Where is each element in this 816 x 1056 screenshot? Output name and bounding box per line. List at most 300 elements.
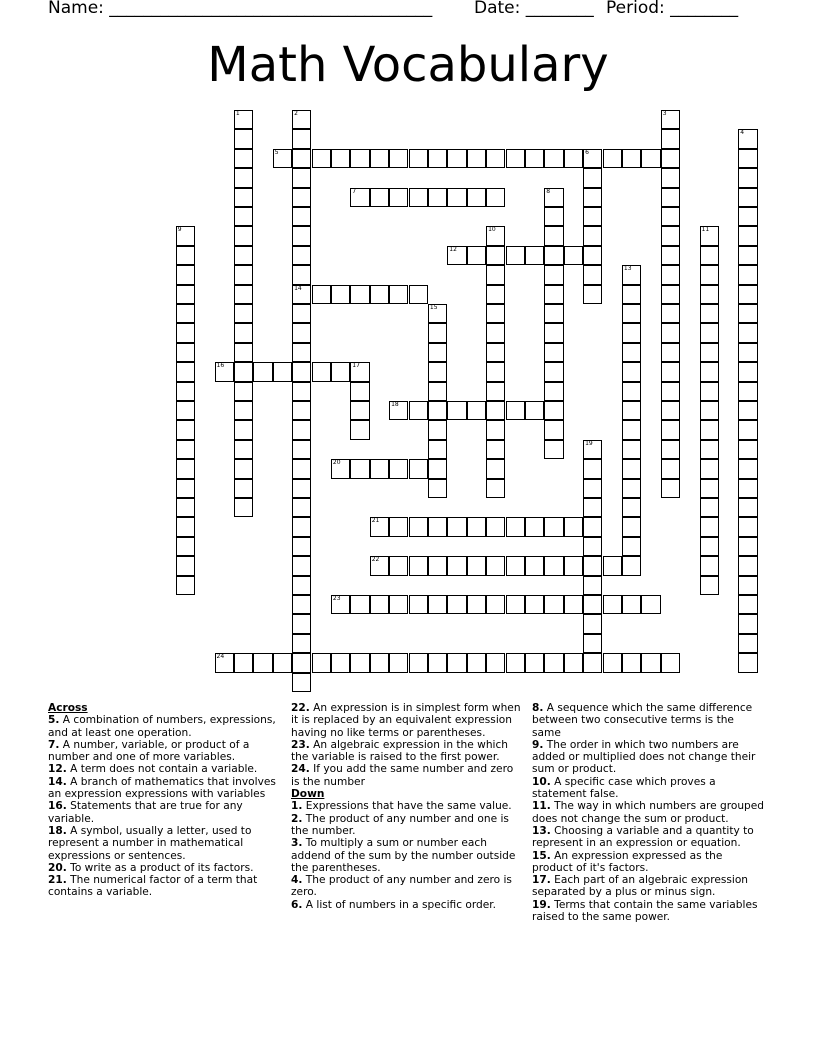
grid-cell[interactable] [409,285,428,304]
grid-cell[interactable] [292,188,311,207]
grid-cell[interactable] [176,343,195,362]
grid-cell[interactable] [486,653,505,672]
grid-cell[interactable] [583,168,602,187]
grid-cell[interactable] [738,265,757,284]
grid-cell[interactable] [234,226,253,245]
grid-cell[interactable] [234,246,253,265]
grid-cell[interactable] [661,304,680,323]
grid-cell[interactable] [544,226,563,245]
grid-cell[interactable] [738,207,757,226]
grid-cell[interactable] [486,382,505,401]
grid-cell[interactable] [428,440,447,459]
grid-cell[interactable] [215,653,234,672]
grid-cell[interactable] [506,595,525,614]
grid-cell[interactable] [350,459,369,478]
grid-cell[interactable] [428,188,447,207]
grid-cell[interactable] [447,595,466,614]
grid-cell[interactable] [622,304,641,323]
grid-cell[interactable] [447,149,466,168]
grid-cell[interactable] [447,188,466,207]
grid-cell[interactable] [583,517,602,536]
grid-cell[interactable] [661,207,680,226]
grid-cell[interactable] [525,149,544,168]
grid-cell[interactable] [234,168,253,187]
grid-cell[interactable] [583,285,602,304]
grid-cell[interactable] [428,362,447,381]
grid-cell[interactable] [389,556,408,575]
grid-cell[interactable] [738,401,757,420]
grid-cell[interactable] [428,556,447,575]
grid-cell[interactable] [292,479,311,498]
grid-cell[interactable] [738,304,757,323]
grid-cell[interactable] [331,149,350,168]
grid-cell[interactable] [738,285,757,304]
grid-cell[interactable] [486,556,505,575]
grid-cell[interactable] [583,537,602,556]
grid-cell[interactable] [506,653,525,672]
grid-cell[interactable] [700,265,719,284]
grid-cell[interactable] [738,459,757,478]
grid-cell[interactable] [447,401,466,420]
grid-cell[interactable] [738,246,757,265]
grid-cell[interactable] [370,188,389,207]
grid-cell[interactable] [738,595,757,614]
grid-cell[interactable] [661,246,680,265]
grid-cell[interactable] [700,517,719,536]
grid-cell[interactable] [583,226,602,245]
grid-cell[interactable] [544,304,563,323]
grid-cell[interactable] [622,420,641,439]
grid-cell[interactable] [312,362,331,381]
grid-cell[interactable] [176,382,195,401]
grid-cell[interactable] [253,362,272,381]
grid-cell[interactable] [292,440,311,459]
grid-cell[interactable] [467,246,486,265]
grid-cell[interactable] [738,168,757,187]
grid-cell[interactable] [292,323,311,342]
grid-cell[interactable] [506,517,525,536]
grid-cell[interactable] [661,188,680,207]
grid-cell[interactable] [583,207,602,226]
grid-cell[interactable] [389,653,408,672]
grid-cell[interactable] [486,304,505,323]
grid-cell[interactable] [292,653,311,672]
grid-cell[interactable] [622,149,641,168]
grid-cell[interactable] [370,285,389,304]
grid-cell[interactable] [292,304,311,323]
grid-cell[interactable] [292,207,311,226]
grid-cell[interactable] [564,595,583,614]
grid-cell[interactable] [525,653,544,672]
grid-cell[interactable] [622,401,641,420]
grid-cell[interactable] [622,459,641,478]
grid-cell[interactable] [215,362,234,381]
grid-cell[interactable] [176,265,195,284]
grid-cell[interactable] [544,362,563,381]
grid-cell[interactable] [700,537,719,556]
grid-cell[interactable] [544,149,563,168]
grid-cell[interactable] [700,362,719,381]
grid-cell[interactable] [350,362,369,381]
grid-cell[interactable] [253,653,272,672]
grid-cell[interactable] [486,285,505,304]
grid-cell[interactable] [428,149,447,168]
grid-cell[interactable] [700,343,719,362]
grid-cell[interactable] [234,110,253,129]
grid-cell[interactable] [176,226,195,245]
grid-cell[interactable] [370,653,389,672]
grid-cell[interactable] [700,246,719,265]
grid-cell[interactable] [486,362,505,381]
grid-cell[interactable] [583,498,602,517]
grid-cell[interactable] [583,634,602,653]
grid-cell[interactable] [641,595,660,614]
grid-cell[interactable] [583,459,602,478]
grid-cell[interactable] [292,382,311,401]
grid-cell[interactable] [467,517,486,536]
grid-cell[interactable] [370,459,389,478]
grid-cell[interactable] [292,556,311,575]
grid-cell[interactable] [661,265,680,284]
grid-cell[interactable] [234,653,253,672]
grid-cell[interactable] [583,149,602,168]
grid-cell[interactable] [428,382,447,401]
grid-cell[interactable] [234,207,253,226]
grid-cell[interactable] [292,343,311,362]
grid-cell[interactable] [292,129,311,148]
grid-cell[interactable] [661,168,680,187]
grid-cell[interactable] [661,440,680,459]
grid-cell[interactable] [176,285,195,304]
grid-cell[interactable] [389,149,408,168]
grid-cell[interactable] [467,595,486,614]
name-field[interactable]: Name: ______________________________________ [48,0,433,18]
grid-cell[interactable] [738,440,757,459]
grid-cell[interactable] [564,246,583,265]
grid-cell[interactable] [234,304,253,323]
grid-cell[interactable] [428,459,447,478]
grid-cell[interactable] [700,226,719,245]
grid-cell[interactable] [525,246,544,265]
grid-cell[interactable] [312,653,331,672]
grid-cell[interactable] [486,459,505,478]
grid-cell[interactable] [661,653,680,672]
grid-cell[interactable] [234,323,253,342]
grid-cell[interactable] [661,420,680,439]
grid-cell[interactable] [738,420,757,439]
grid-cell[interactable] [176,420,195,439]
grid-cell[interactable] [234,440,253,459]
grid-cell[interactable] [467,556,486,575]
grid-cell[interactable] [603,556,622,575]
grid-cell[interactable] [700,285,719,304]
grid-cell[interactable] [700,459,719,478]
grid-cell[interactable] [486,323,505,342]
grid-cell[interactable] [389,285,408,304]
grid-cell[interactable] [428,343,447,362]
grid-cell[interactable] [292,420,311,439]
grid-cell[interactable] [292,673,311,692]
grid-cell[interactable] [350,188,369,207]
grid-cell[interactable] [234,285,253,304]
grid-cell[interactable] [622,382,641,401]
grid-cell[interactable] [738,479,757,498]
grid-cell[interactable] [564,517,583,536]
grid-cell[interactable] [389,595,408,614]
grid-cell[interactable] [486,401,505,420]
grid-cell[interactable] [661,323,680,342]
grid-cell[interactable] [622,362,641,381]
grid-cell[interactable] [661,343,680,362]
grid-cell[interactable] [428,653,447,672]
grid-cell[interactable] [583,653,602,672]
grid-cell[interactable] [176,556,195,575]
grid-cell[interactable] [544,595,563,614]
grid-cell[interactable] [564,653,583,672]
grid-cell[interactable] [409,149,428,168]
grid-cell[interactable] [661,362,680,381]
grid-cell[interactable] [700,440,719,459]
grid-cell[interactable] [350,595,369,614]
grid-cell[interactable] [738,517,757,536]
grid-cell[interactable] [583,614,602,633]
grid-cell[interactable] [273,653,292,672]
grid-cell[interactable] [292,634,311,653]
grid-cell[interactable] [428,304,447,323]
grid-cell[interactable] [583,265,602,284]
grid-cell[interactable] [350,420,369,439]
grid-cell[interactable] [622,479,641,498]
grid-cell[interactable] [583,576,602,595]
grid-cell[interactable] [350,653,369,672]
grid-cell[interactable] [331,595,350,614]
grid-cell[interactable] [331,362,350,381]
grid-cell[interactable] [292,517,311,536]
grid-cell[interactable] [176,498,195,517]
grid-cell[interactable] [506,149,525,168]
grid-cell[interactable] [544,653,563,672]
grid-cell[interactable] [622,440,641,459]
grid-cell[interactable] [641,653,660,672]
grid-cell[interactable] [738,614,757,633]
grid-cell[interactable] [428,595,447,614]
grid-cell[interactable] [544,556,563,575]
grid-cell[interactable] [622,343,641,362]
grid-cell[interactable] [738,537,757,556]
grid-cell[interactable] [331,653,350,672]
grid-cell[interactable] [486,265,505,284]
grid-cell[interactable] [661,459,680,478]
grid-cell[interactable] [273,149,292,168]
grid-cell[interactable] [428,479,447,498]
grid-cell[interactable] [234,362,253,381]
grid-cell[interactable] [292,265,311,284]
grid-cell[interactable] [292,285,311,304]
grid-cell[interactable] [389,401,408,420]
grid-cell[interactable] [234,459,253,478]
grid-cell[interactable] [544,188,563,207]
grid-cell[interactable] [350,401,369,420]
grid-cell[interactable] [583,479,602,498]
grid-cell[interactable] [350,382,369,401]
grid-cell[interactable] [661,110,680,129]
grid-cell[interactable] [447,556,466,575]
grid-cell[interactable] [622,265,641,284]
period-field[interactable]: Period: ________ [606,0,739,18]
grid-cell[interactable] [176,537,195,556]
grid-cell[interactable] [622,517,641,536]
grid-cell[interactable] [661,285,680,304]
grid-cell[interactable] [700,576,719,595]
grid-cell[interactable] [544,440,563,459]
grid-cell[interactable] [176,304,195,323]
grid-cell[interactable] [622,323,641,342]
grid-cell[interactable] [738,382,757,401]
grid-cell[interactable] [622,595,641,614]
grid-cell[interactable] [176,459,195,478]
grid-cell[interactable] [486,246,505,265]
grid-cell[interactable] [273,362,292,381]
grid-cell[interactable] [622,556,641,575]
grid-cell[interactable] [486,226,505,245]
grid-cell[interactable] [331,285,350,304]
grid-cell[interactable] [312,149,331,168]
grid-cell[interactable] [370,149,389,168]
grid-cell[interactable] [292,246,311,265]
grid-cell[interactable] [292,459,311,478]
grid-cell[interactable] [661,129,680,148]
grid-cell[interactable] [544,265,563,284]
grid-cell[interactable] [409,188,428,207]
grid-cell[interactable] [176,401,195,420]
grid-cell[interactable] [583,556,602,575]
grid-cell[interactable] [525,556,544,575]
grid-cell[interactable] [544,517,563,536]
grid-cell[interactable] [292,110,311,129]
grid-cell[interactable] [409,653,428,672]
date-field[interactable]: Date: ________ [474,0,594,18]
grid-cell[interactable] [700,304,719,323]
grid-cell[interactable] [544,420,563,439]
grid-cell[interactable] [409,517,428,536]
grid-cell[interactable] [700,382,719,401]
grid-cell[interactable] [583,188,602,207]
grid-cell[interactable] [292,537,311,556]
grid-cell[interactable] [486,188,505,207]
grid-cell[interactable] [234,401,253,420]
grid-cell[interactable] [525,517,544,536]
grid-cell[interactable] [409,459,428,478]
grid-cell[interactable] [738,129,757,148]
grid-cell[interactable] [234,420,253,439]
grid-cell[interactable] [700,556,719,575]
grid-cell[interactable] [234,129,253,148]
grid-cell[interactable] [564,149,583,168]
grid-cell[interactable] [292,595,311,614]
grid-cell[interactable] [234,382,253,401]
grid-cell[interactable] [234,343,253,362]
grid-cell[interactable] [641,149,660,168]
grid-cell[interactable] [292,168,311,187]
grid-cell[interactable] [409,595,428,614]
grid-cell[interactable] [176,517,195,536]
grid-cell[interactable] [467,188,486,207]
grid-cell[interactable] [583,595,602,614]
grid-cell[interactable] [486,420,505,439]
grid-cell[interactable] [544,401,563,420]
grid-cell[interactable] [506,401,525,420]
grid-cell[interactable] [622,537,641,556]
grid-cell[interactable] [292,614,311,633]
grid-cell[interactable] [738,653,757,672]
grid-cell[interactable] [738,362,757,381]
grid-cell[interactable] [467,149,486,168]
grid-cell[interactable] [486,343,505,362]
grid-cell[interactable] [738,576,757,595]
grid-cell[interactable] [350,149,369,168]
grid-cell[interactable] [350,285,369,304]
grid-cell[interactable] [486,149,505,168]
grid-cell[interactable] [506,246,525,265]
grid-cell[interactable] [447,653,466,672]
grid-cell[interactable] [738,323,757,342]
grid-cell[interactable] [409,556,428,575]
grid-cell[interactable] [700,420,719,439]
grid-cell[interactable] [409,401,428,420]
grid-cell[interactable] [467,401,486,420]
grid-cell[interactable] [234,149,253,168]
grid-cell[interactable] [176,323,195,342]
grid-cell[interactable] [603,595,622,614]
grid-cell[interactable] [700,498,719,517]
grid-cell[interactable] [603,653,622,672]
grid-cell[interactable] [176,440,195,459]
grid-cell[interactable] [622,285,641,304]
grid-cell[interactable] [234,265,253,284]
grid-cell[interactable] [700,479,719,498]
grid-cell[interactable] [700,323,719,342]
grid-cell[interactable] [176,362,195,381]
grid-cell[interactable] [564,556,583,575]
grid-cell[interactable] [544,285,563,304]
grid-cell[interactable] [234,498,253,517]
grid-cell[interactable] [331,459,350,478]
grid-cell[interactable] [447,517,466,536]
grid-cell[interactable] [544,343,563,362]
grid-cell[interactable] [428,517,447,536]
grid-cell[interactable] [661,479,680,498]
grid-cell[interactable] [622,653,641,672]
grid-cell[interactable] [428,323,447,342]
grid-cell[interactable] [622,498,641,517]
grid-cell[interactable] [292,401,311,420]
grid-cell[interactable] [603,149,622,168]
grid-cell[interactable] [700,401,719,420]
grid-cell[interactable] [544,382,563,401]
grid-cell[interactable] [738,226,757,245]
grid-cell[interactable] [176,479,195,498]
grid-cell[interactable] [467,653,486,672]
grid-cell[interactable] [486,595,505,614]
grid-cell[interactable] [738,188,757,207]
grid-cell[interactable] [234,479,253,498]
grid-cell[interactable] [738,149,757,168]
grid-cell[interactable] [661,149,680,168]
grid-cell[interactable] [661,226,680,245]
grid-cell[interactable] [661,401,680,420]
grid-cell[interactable] [292,226,311,245]
grid-cell[interactable] [292,362,311,381]
